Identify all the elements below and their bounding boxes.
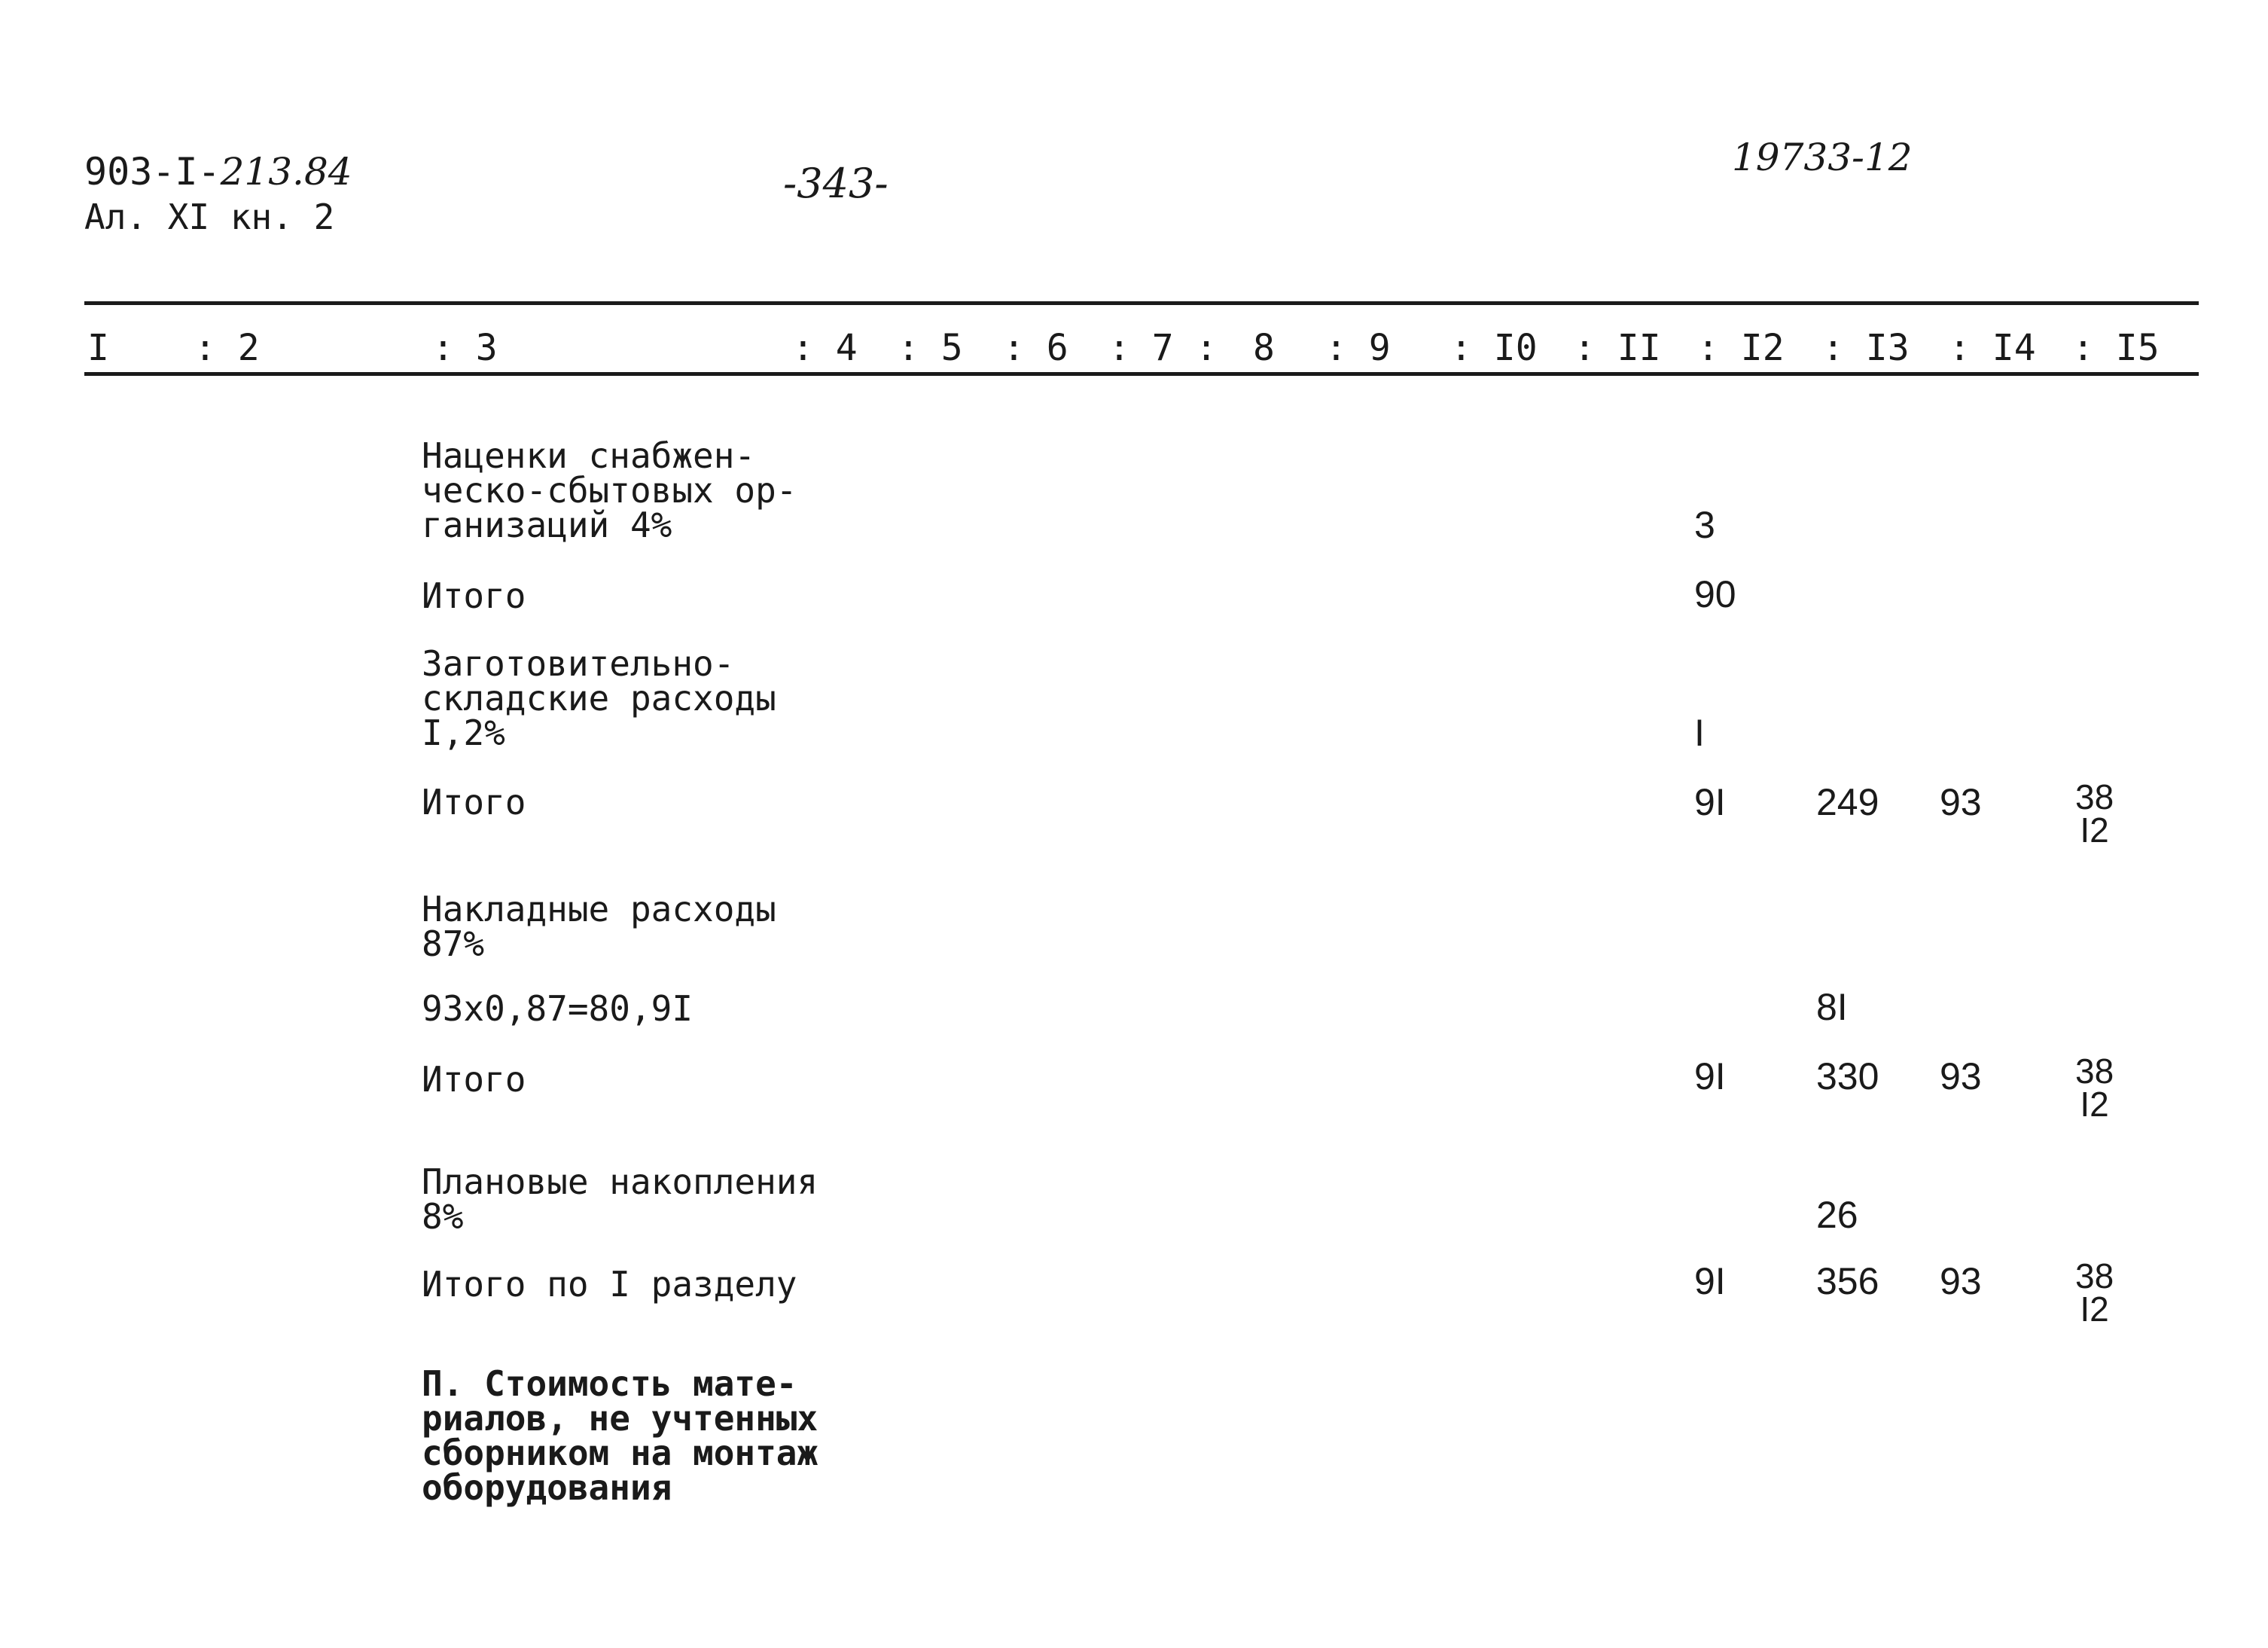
- row-value-c13: 249: [1816, 781, 1879, 823]
- row-value-c12: 9I: [1694, 1260, 1726, 1302]
- row-value-c12: 9I: [1694, 781, 1726, 823]
- row-label-total: Итого: [422, 782, 526, 822]
- column-number-1: I: [87, 327, 109, 369]
- column-number-10: : I0: [1450, 327, 1538, 369]
- section-heading-materials: П. Стоимость мате- риалов, не учтенных сборником на монтаж оборудования: [422, 1363, 818, 1508]
- row-value-c15-top: 38: [2075, 777, 2114, 816]
- row-value-c15-bottom: I2: [2080, 1289, 2109, 1329]
- document-code-handwritten: 213.84: [220, 150, 352, 194]
- column-number-7: : 7 :: [1108, 327, 1218, 369]
- album-reference: Ал. XI кн. 2: [84, 197, 335, 237]
- row-value-c15-top: 38: [2075, 1256, 2114, 1296]
- row-value-c15-bottom: I2: [2080, 810, 2109, 850]
- table-top-rule: [84, 301, 2199, 305]
- row-value-c15: [2075, 1051, 2114, 1124]
- sheet-number: 19733-12: [1732, 136, 1913, 179]
- column-number-3: : 3: [432, 327, 498, 369]
- row-value-c14: 93: [1940, 1055, 1982, 1097]
- row-value-c12: 9I: [1694, 1055, 1726, 1097]
- row-value-c13: 356: [1816, 1260, 1879, 1302]
- column-number-12: : I2: [1697, 327, 1785, 369]
- column-number-15: : I5: [2072, 327, 2160, 369]
- table-header-rule: [84, 372, 2199, 376]
- row-value-c12: 3: [1694, 504, 1715, 546]
- row-label-planned-savings: Плановые накопления 8%: [422, 1161, 818, 1237]
- row-value-c14: 93: [1940, 1260, 1982, 1302]
- row-value-c12: I: [1694, 712, 1705, 754]
- row-value-c13: 330: [1816, 1055, 1879, 1097]
- column-number-8: 8: [1253, 327, 1275, 369]
- row-label-procurement-costs: Заготовительно- складские расходы I,2%: [422, 643, 776, 753]
- document-code: [84, 151, 352, 193]
- row-value-c15-bottom: I2: [2080, 1085, 2109, 1124]
- document-code-prefix: 903-I-: [84, 150, 221, 194]
- column-number-11: : II: [1574, 327, 1661, 369]
- row-value-c14: 93: [1940, 781, 1982, 823]
- row-label-total: Итого: [422, 575, 526, 616]
- row-label-calculation: 93x0,87=80,9I: [422, 988, 694, 1029]
- row-value-c15: [2075, 777, 2114, 850]
- page-number: -343-: [783, 160, 889, 207]
- column-number-5: : 5: [898, 327, 963, 369]
- row-value-c15-top: 38: [2075, 1051, 2114, 1091]
- row-label-overhead-costs: Накладные расходы 87%: [422, 889, 776, 964]
- column-number-4: : 4: [792, 327, 858, 369]
- row-value-c13: 8I: [1816, 986, 1848, 1028]
- row-value-c15: [2075, 1256, 2114, 1329]
- row-label-total: Итого: [422, 1059, 526, 1100]
- column-number-13: : I3: [1822, 327, 1910, 369]
- column-number-2: : 2: [194, 327, 260, 369]
- column-number-14: : I4: [1949, 327, 2036, 369]
- row-value-c13: 26: [1816, 1194, 1858, 1236]
- row-label-section-total: Итого по I разделу: [422, 1264, 797, 1305]
- row-label-supply-markup: Наценки снабжен- ческо-сбытовых ор- ганизаций 4%: [422, 435, 797, 545]
- row-value-c12: 90: [1694, 573, 1736, 615]
- column-number-9: : 9: [1325, 327, 1391, 369]
- column-number-6: : 6: [1003, 327, 1068, 369]
